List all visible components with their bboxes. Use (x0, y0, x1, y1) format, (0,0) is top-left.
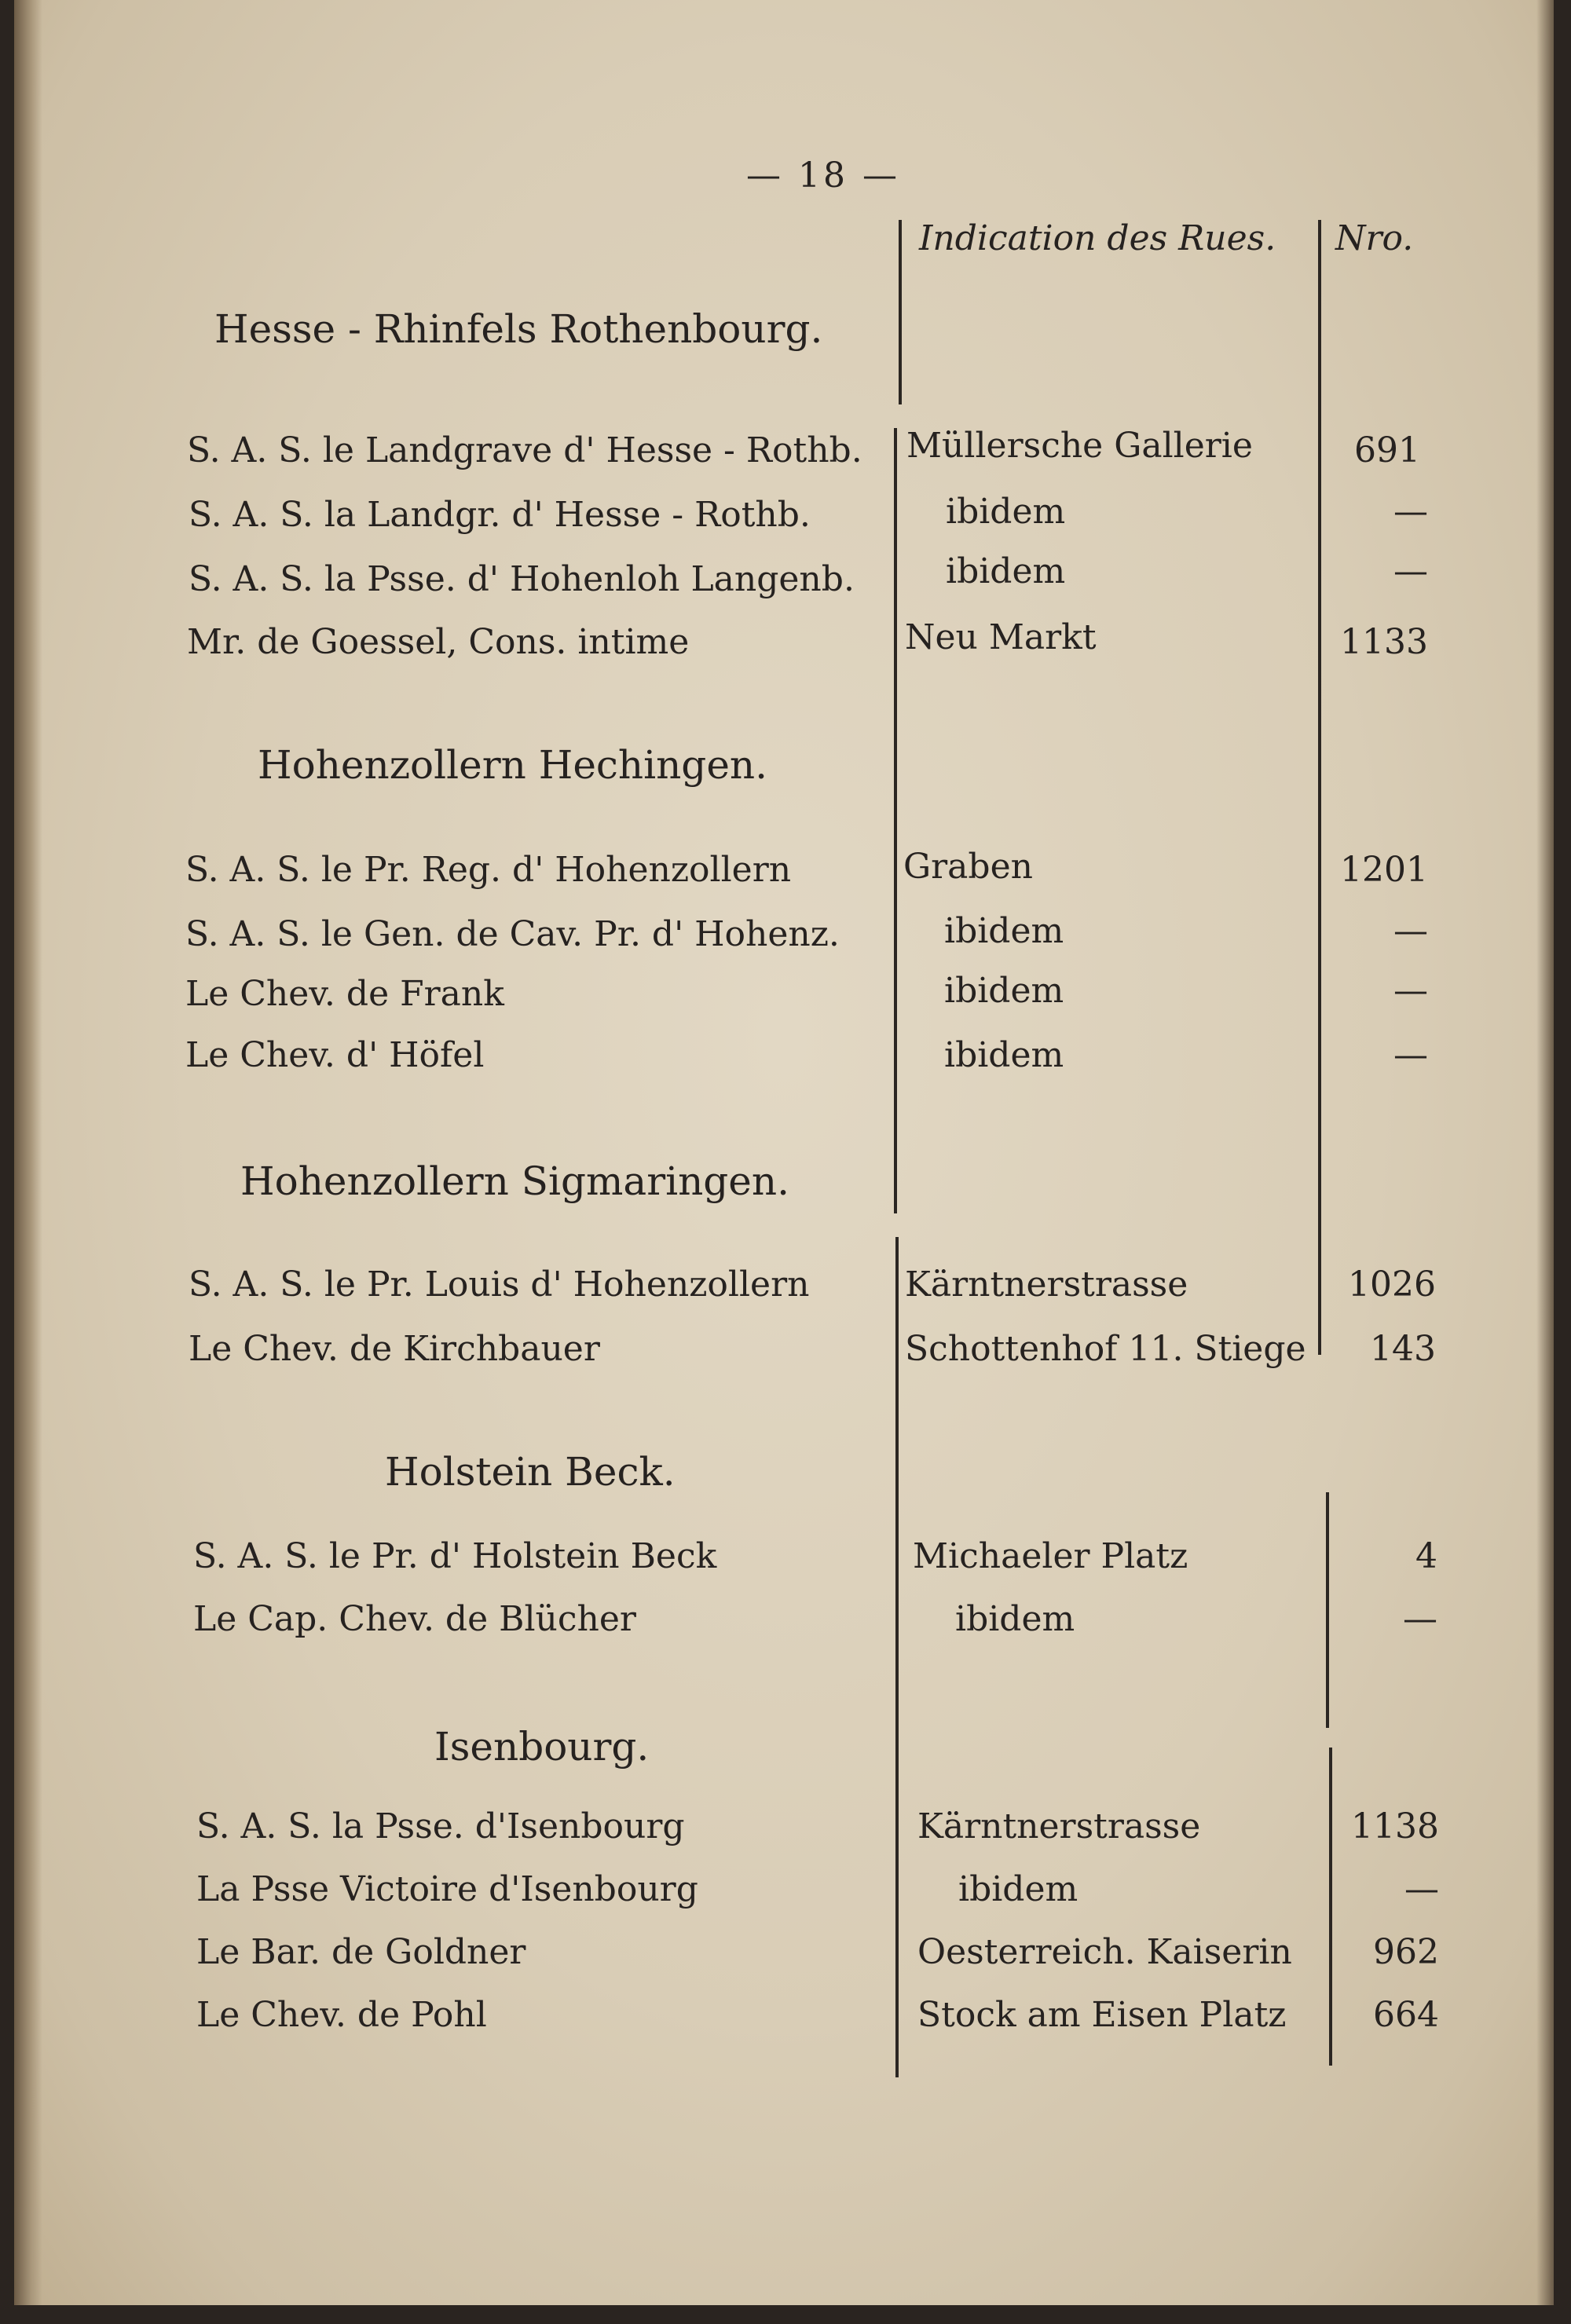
entry-number: 1201 (1340, 850, 1428, 890)
entry-name: S. A. S. le Pr. d' Holstein Beck (193, 1536, 717, 1576)
entry-street: ibidem (946, 492, 1066, 532)
column-rule (895, 1237, 899, 2077)
entry-street: ibidem (955, 1599, 1075, 1639)
entry-number: 1026 (1348, 1264, 1436, 1305)
entry-name: Le Bar. de Goldner (196, 1932, 526, 1972)
entry-name: Le Chev. de Frank (185, 974, 504, 1014)
entry-street: ibidem (944, 1035, 1064, 1075)
entry-name: Le Chev. d' Höfel (185, 1035, 485, 1075)
section-title: Hesse - Rhinfels Rothenbourg. (214, 306, 823, 352)
street-column-header: Indication des Rues. (919, 218, 1276, 258)
column-rule (1318, 220, 1321, 1355)
entry-name: S. A. S. le Pr. Reg. d' Hohenzollern (185, 850, 792, 890)
entry-name: S. A. S. la Psse. d'Isenbourg (196, 1806, 685, 1846)
entry-number: 1138 (1351, 1806, 1439, 1846)
section-title: Hohenzollern Sigmaringen. (240, 1158, 789, 1204)
section-title: Isenbourg. (434, 1724, 650, 1770)
entry-number: 962 (1373, 1932, 1439, 1972)
entry-street: Kärntnerstrasse (917, 1806, 1201, 1846)
entry-street: Müllersche Gallerie (906, 426, 1253, 466)
entry-street: ibidem (944, 971, 1064, 1011)
entry-street: Neu Markt (905, 617, 1097, 657)
entry-number: — (1393, 551, 1428, 591)
section-title: Hohenzollern Hechingen. (258, 742, 767, 788)
entry-number: 1133 (1340, 622, 1428, 662)
section-title: Holstein Beck. (385, 1449, 676, 1495)
entry-street: Stock am Eisen Platz (917, 1995, 1287, 2035)
entry-name: Le Cap. Chev. de Blücher (193, 1599, 636, 1639)
entry-street: Kärntnerstrasse (905, 1264, 1188, 1305)
entry-number: 143 (1370, 1329, 1436, 1369)
page-number: — 18 — (746, 156, 900, 196)
entry-number: — (1393, 1035, 1428, 1075)
entry-street: Graben (903, 847, 1033, 887)
column-rule (1329, 1748, 1332, 2066)
entry-number: — (1393, 911, 1428, 951)
entry-street: Michaeler Platz (913, 1536, 1188, 1576)
entry-number: 691 (1354, 430, 1420, 470)
entry-number: — (1393, 971, 1428, 1011)
entry-name: S. A. S. la Landgr. d' Hesse - Rothb. (189, 495, 811, 535)
entry-name: La Psse Victoire d'Isenbourg (196, 1869, 698, 1909)
entry-name: Le Chev. de Pohl (196, 1995, 487, 2035)
entry-street: ibidem (958, 1869, 1078, 1909)
book-page (14, 0, 1554, 2305)
entry-number: — (1393, 492, 1428, 532)
entry-number: — (1404, 1869, 1439, 1909)
entry-number: — (1403, 1599, 1437, 1639)
column-rule (894, 428, 897, 1213)
entry-name: S. A. S. la Psse. d' Hohenloh Langenb. (189, 559, 855, 599)
entry-name: Mr. de Goessel, Cons. intime (187, 622, 690, 662)
entry-name: Le Chev. de Kirchbauer (189, 1329, 600, 1369)
entry-street: Schottenhof 11. Stiege (905, 1329, 1306, 1369)
entry-street: Oesterreich. Kaiserin (917, 1932, 1292, 1972)
entry-number: 4 (1415, 1536, 1437, 1576)
entry-street: ibidem (946, 551, 1066, 591)
page-edge (1536, 0, 1554, 2305)
entry-name: S. A. S. le Landgrave d' Hesse - Rothb. (187, 430, 862, 470)
number-column-header: Nro. (1335, 218, 1414, 258)
entry-number: 664 (1373, 1995, 1439, 2035)
entry-name: S. A. S. le Gen. de Cav. Pr. d' Hohenz. (185, 914, 840, 954)
column-rule (899, 220, 902, 404)
column-rule (1326, 1492, 1329, 1728)
entry-name: S. A. S. le Pr. Louis d' Hohenzollern (189, 1264, 810, 1305)
book-gutter (14, 0, 42, 2305)
entry-street: ibidem (944, 911, 1064, 951)
